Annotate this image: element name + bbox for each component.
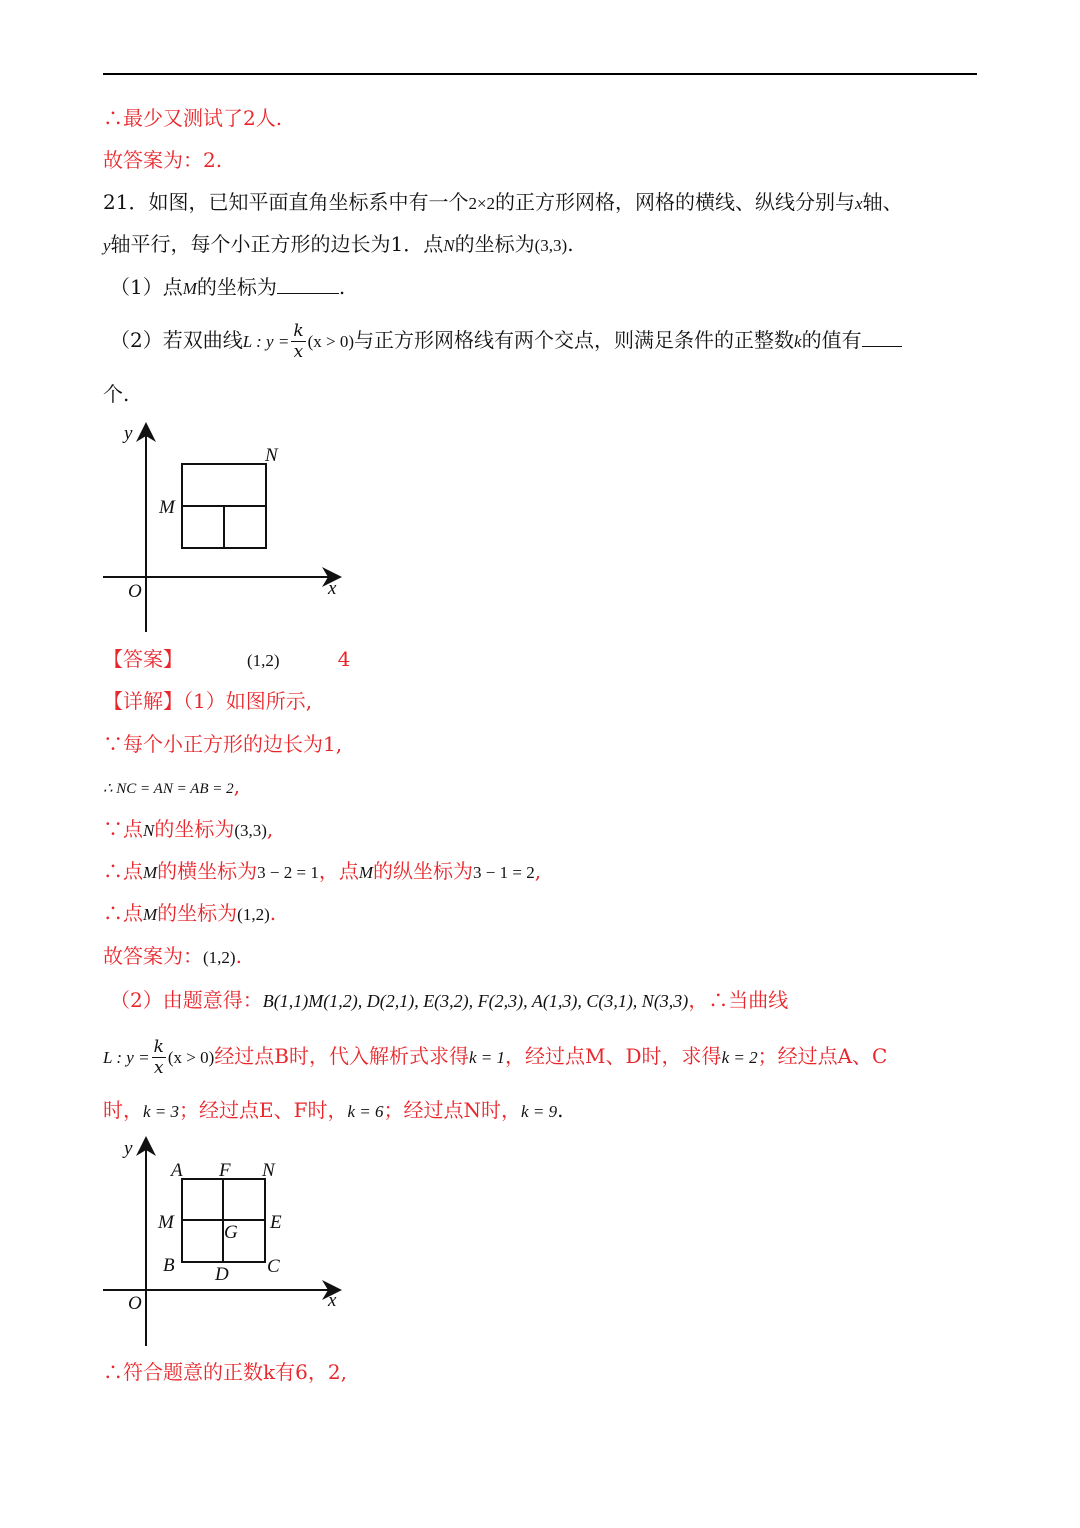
detail-line8: （2）由题意得：B(1,1)M(1,2), D(2,1), E(3,2), F(2,3), A(1,3), C(3,1), N(3,3)，∴当曲线	[110, 988, 789, 1012]
conclusion-line: ∴符合题意的正数k有6，2,	[103, 1360, 347, 1384]
question-part2: （2）若双曲线L : y = $\frac{k}{x}$ (x > 0)与正方形网格线有两个交点，则满足条件的正整数k的值有	[110, 318, 902, 364]
answer-tag: 【答案】	[103, 647, 183, 671]
question-line2: y轴平行，每个小正方形的边长为1．点N的坐标为(3,3).	[103, 232, 574, 256]
label-m: M	[159, 497, 175, 518]
answer-blank-2	[862, 346, 902, 347]
label-y: y	[124, 423, 133, 444]
detail-line5: ∴点M的横坐标为3 − 2 = 1，点M的纵坐标为3 − 1 = 2,	[103, 859, 542, 883]
label-origin: O	[128, 1293, 142, 1314]
label-f: F	[219, 1160, 231, 1181]
detail-tag: 【详解】	[103, 689, 183, 713]
label-x: x	[328, 1290, 337, 1311]
label-g: G	[224, 1222, 238, 1243]
n-coordinate: (3,3)	[534, 236, 568, 255]
detail-line10: 时，k = 3；经过点E、F时，k = 6；经过点N时，k = 9.	[103, 1098, 564, 1122]
answer-line	[103, 645, 350, 675]
label-x: x	[328, 578, 337, 599]
answer-2: 4	[337, 647, 351, 671]
question-part1: （1）点M的坐标为 .	[110, 275, 346, 299]
label-n: N	[265, 445, 278, 466]
question-number: 21．	[103, 190, 149, 214]
grid-size: 2×2	[468, 194, 496, 213]
label-e: E	[270, 1212, 282, 1233]
answer-1: (1,2)	[247, 651, 280, 670]
header-rule	[103, 73, 977, 75]
figure-2-grid	[100, 1134, 350, 1350]
prev-solution-line2: 故答案为：2.	[103, 148, 223, 172]
fraction-k-over-x: $\frac{k}{x}$	[293, 321, 304, 362]
figure-1-grid	[100, 418, 350, 636]
detail-line2: ∵每个小正方形的边长为1,	[103, 732, 343, 756]
answer-blank-1	[277, 293, 339, 294]
label-d: D	[215, 1264, 229, 1285]
detail-line4: ∵点N的坐标为(3,3),	[103, 817, 274, 841]
prev-solution-line1: ∴最少又测试了2人.	[103, 106, 283, 130]
question-line1: 21．如图，已知平面直角坐标系中有一个2×2的正方形网格，网格的横线、纵线分别与x轴、	[103, 190, 903, 214]
label-origin: O	[128, 581, 142, 602]
detail-line7: 故答案为：(1,2).	[103, 944, 242, 968]
label-a: A	[171, 1160, 183, 1181]
label-c: C	[267, 1256, 280, 1277]
label-m: M	[158, 1212, 174, 1233]
question-part2-end: 个.	[103, 382, 130, 406]
fraction-k-over-x-detail: $\frac{k}{x}$	[153, 1037, 164, 1078]
label-y: y	[124, 1138, 133, 1159]
detail-line3: ∴ NC = AN = AB = 2,	[103, 774, 240, 798]
label-n: N	[262, 1160, 275, 1181]
label-b: B	[163, 1255, 175, 1276]
detail-line9: L : y = $\frac{k}{x}$ (x > 0)经过点B时，代入解析式求得k = 1，经过点M、D时，求得k = 2；经过点A、C	[103, 1037, 888, 1078]
detail-line1: 【详解】（1）如图所示,	[103, 689, 313, 713]
detail-line6: ∴点M的坐标为(1,2).	[103, 901, 277, 925]
